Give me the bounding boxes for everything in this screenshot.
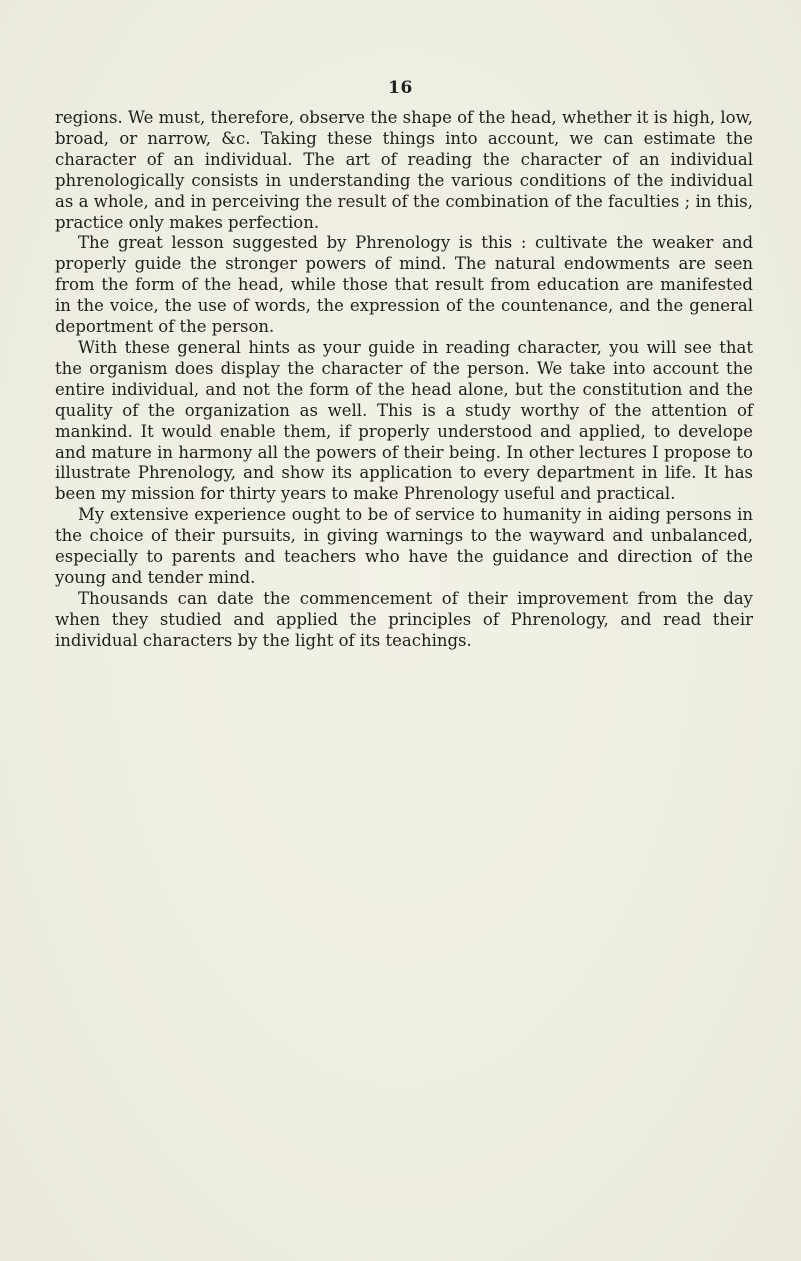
page-number: 16 [388,78,413,98]
paragraph-1: regions. We must, therefore, observe the shape of the head, whether it is high, low, broad, or narrow, &c. Taking these things into account, we can estimate the character of an individual. The art of reading the character of an individual phrenologically consists in understanding the various conditions of the individual as a whole, and in perceiving the result of the combination of the faculties ; in this, practice only makes perfection. [55,108,753,232]
body-text [55,108,753,652]
paragraph-2: The great lesson suggested by Phrenology is this : cultivate the weaker and properly guide the stronger powers of mind. The natural endowments are seen from the form of the head, while those that result from education are manifested in the voice, the use of words, the expression of the countenance, and the general deportment of the person. [55,233,753,337]
paragraph-3: With these general hints as your guide in reading character, you will see that the organism does display the character of the person. We take into account the entire individual, and not the form of the head alone, but the constitution and the quality of the organization as well. This is a study worthy of the attention of mankind. It would enable them, if properly understood and applied, to develope and mature in harmony all the powers of their being. In other lectures I propose to illustrate Phrenology, and show its application to every department in life. It has been my mission for thirty years to make Phrenology useful and practical. [55,337,753,504]
paragraph-4: My extensive experience ought to be of service to humanity in aiding persons in the choice of their pursuits, in giving warnings to the wayward and unbalanced, especially to parents and teachers who have the guidance and direction of the young and tender mind. [55,505,753,587]
paragraph-5: Thousands can date the commencement of their improvement from the day when they studied and applied the principles of Phrenology, and read their individual characters by the light of its teachings. [55,588,753,650]
